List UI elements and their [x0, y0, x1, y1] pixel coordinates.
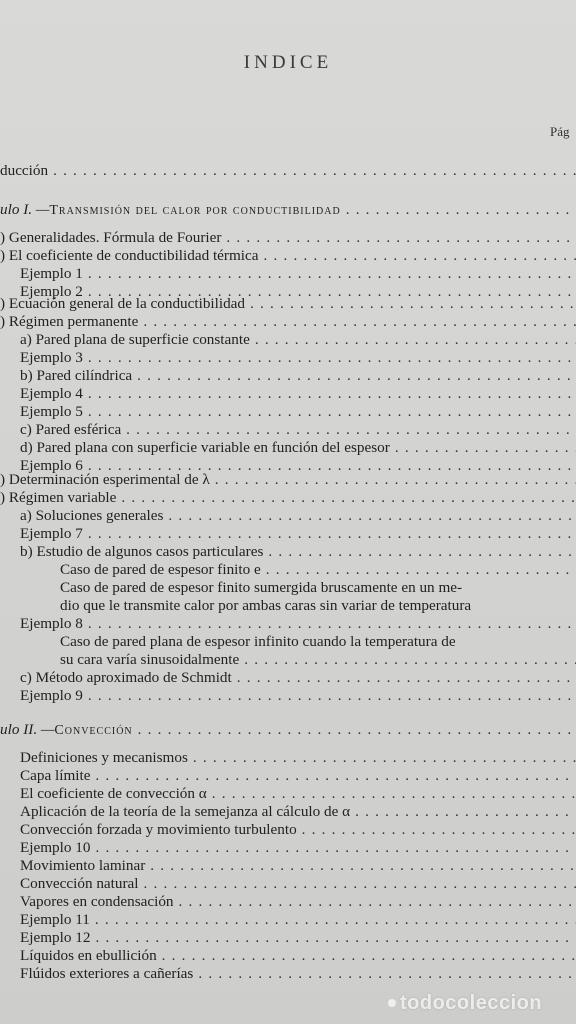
toc-entry-text: ) Determinación esperimental de λ: [0, 471, 210, 488]
toc-entry: [20, 785, 576, 803]
toc-entry-text: b) Estudio de algunos casos particulares: [20, 543, 264, 560]
watermark: todocoleccion: [400, 992, 543, 1014]
toc-entry-text: Vapores en condensación: [20, 893, 174, 910]
toc-entry-text: Ejemplo 9: [20, 687, 83, 704]
toc-entry: [20, 911, 576, 929]
toc-entry-text: ) Régimen permanente: [0, 313, 139, 330]
watermark-logo-icon: [388, 999, 396, 1007]
toc-entry: [20, 507, 576, 525]
toc-entry: [20, 439, 576, 457]
toc-entry-text: Convección forzada y movimiento turbulento: [20, 821, 297, 838]
toc-entry-text: Ejemplo 7: [20, 525, 83, 542]
toc-entry: [20, 615, 576, 633]
toc-entry: [20, 767, 576, 785]
toc-entry: [20, 821, 576, 839]
toc-entry: [20, 421, 576, 439]
toc-entry-text: Convección natural: [20, 875, 139, 892]
toc-entry-text: Ejemplo 1: [20, 265, 83, 282]
toc-entry: [20, 947, 576, 965]
toc-entry: [20, 803, 576, 821]
toc-entry-text: Definiciones y mecanismos: [20, 749, 188, 766]
toc-entry-text: Ejemplo 11: [20, 911, 90, 928]
toc-entry: [20, 367, 576, 385]
toc-entry: [20, 965, 576, 983]
toc-entry-text: d) Pared plana con superficie variable en función del espesor: [20, 439, 390, 456]
toc-entry-text: Ejemplo 3: [20, 349, 83, 366]
chapter-title: Convección: [54, 723, 133, 738]
toc-entry: [60, 561, 576, 579]
toc-entry: [20, 385, 576, 403]
toc-entry: [20, 669, 576, 687]
toc-entry-text: Movimiento laminar: [20, 857, 146, 874]
toc-entry: [20, 749, 576, 767]
toc-entry: [60, 651, 576, 669]
toc-entry: [0, 247, 576, 265]
chapter-heading: [0, 201, 576, 219]
toc-entry: [20, 893, 576, 911]
toc-entry-text: dio que le transmite calor por ambas caras sin variar de temperatura: [60, 597, 472, 614]
toc-entry-text: Flúidos exteriores a cañerías: [20, 965, 194, 982]
toc-entry: [20, 265, 576, 283]
toc-entry-text: ) Generalidades. Fórmula de Fourier: [0, 229, 222, 246]
toc-entry: [60, 633, 456, 651]
toc-entry: [20, 839, 576, 857]
toc-entry: [60, 579, 462, 597]
toc-entry: [20, 331, 576, 349]
toc-entry-text: Ejemplo 2: [20, 283, 83, 300]
toc-entry: [0, 489, 576, 507]
toc-entry: [20, 857, 576, 875]
toc-entry-text: Ejemplo 5: [20, 403, 83, 420]
page-column-header: Pág: [550, 124, 570, 139]
toc-entry-text: Aplicación de la teoría de la semejanza al cálculo de α: [20, 803, 351, 820]
toc-entry-text: ulo II. —: [0, 721, 55, 738]
toc-entry-text: Líquidos en ebullición: [20, 947, 157, 964]
toc-entry-text: Caso de pared de espesor finito e: [60, 561, 261, 578]
toc-entry-text: Ejemplo 8: [20, 615, 83, 632]
toc-entry-text: c) Método aproximado de Schmidt: [20, 669, 232, 686]
toc-entry: [20, 543, 576, 561]
toc-entry-text: Caso de pared de espesor finito sumergida bruscamente en un me-: [60, 579, 463, 596]
toc-entry-text: c) Pared esférica: [20, 421, 122, 438]
toc-entry-text: ) Ecuación general de la conductibilidad: [0, 295, 246, 312]
toc-entry: [20, 875, 576, 893]
toc-entry-text: Capa límite: [20, 767, 91, 784]
toc-entry-text: ulo I. —: [0, 201, 50, 218]
toc-entry: [0, 313, 576, 331]
index-title: INDICE: [243, 52, 333, 73]
toc-entry: [20, 929, 576, 947]
toc-entry: [0, 295, 576, 313]
toc-entry-text: ) El coeficiente de conductibilidad térmica: [0, 247, 259, 264]
toc-entry-text: su cara varía sinusoidalmente: [60, 651, 240, 668]
toc-entry-text: a) Pared plana de superficie constante: [20, 331, 250, 348]
toc-entry-text: El coeficiente de convección α: [20, 785, 207, 802]
toc-entry: [20, 525, 576, 543]
toc-entry-text: Ejemplo 10: [20, 839, 91, 856]
toc-entry: [20, 687, 576, 705]
toc-entry-text: ducción: [0, 162, 49, 179]
toc-entry-text: ) Régimen variable: [0, 489, 117, 506]
toc-entry: [0, 229, 576, 247]
toc-entry: [60, 597, 471, 615]
toc-entry-text: b) Pared cilíndrica: [20, 367, 133, 384]
toc-entry-text: Ejemplo 6: [20, 457, 83, 474]
toc-entry-text: Ejemplo 4: [20, 385, 83, 402]
toc-entry-text: Caso de pared plana de espesor infinito cuando la temperatura de: [60, 633, 456, 650]
toc-entry: [20, 349, 576, 367]
toc-entry-text: Ejemplo 12: [20, 929, 91, 946]
chapter-heading: [0, 721, 576, 739]
toc-entry: [20, 403, 576, 421]
toc-entry-text: a) Soluciones generales: [20, 507, 164, 524]
toc-entry: [0, 162, 576, 180]
chapter-title: Transmisión del calor por conductibilidad: [49, 203, 341, 218]
toc-entry: [0, 471, 576, 489]
